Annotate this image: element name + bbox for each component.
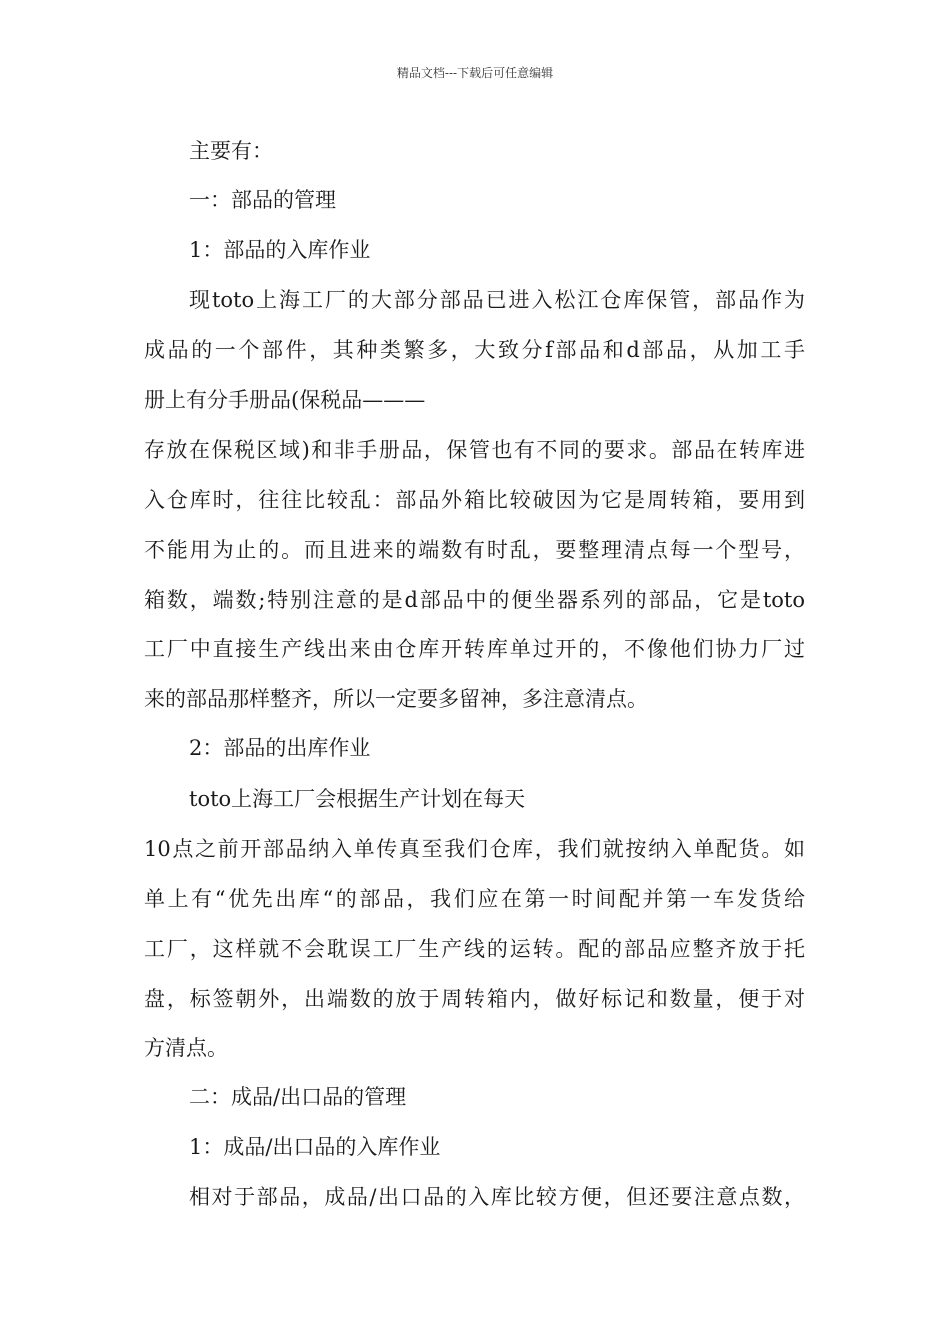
text-line: toto上海工厂会根据生产计划在每天	[189, 787, 526, 811]
text-line: 不能用为止的。而且进来的端数有时乱，要整理清点每一个型号，	[144, 538, 805, 562]
text-line: 存放在保税区域)和非手册品，保管也有不同的要求。部品在转库进	[144, 438, 805, 462]
section-heading: 二：成品/出口品的管理	[189, 1085, 407, 1109]
text-line: 方清点。	[144, 1036, 228, 1060]
text-line: 成品的一个部件，其种类繁多，大致分f部品和d部品，从加工手	[144, 338, 805, 362]
text-line: 主要有：	[189, 139, 273, 163]
text-line: 入仓库时，往往比较乱：部品外箱比较破因为它是周转箱，要用到	[144, 488, 805, 512]
text-line: 箱数，端数;特别注意的是d部品中的便坐器系列的部品，它是toto	[144, 588, 805, 612]
text-line: 相对于部品，成品/出口品的入库比较方便，但还要注意点数，	[189, 1185, 805, 1209]
section-heading: 一：部品的管理	[189, 188, 336, 212]
text-line: 工厂中直接生产线出来由仓库开转库单过开的，不像他们协力厂过	[144, 637, 805, 661]
text-line: 单上有“优先出库“的部品，我们应在第一时间配并第一车发货给	[144, 887, 805, 911]
page-header: 精品文档---下载后可任意编辑	[396, 66, 554, 80]
text-line: 来的部品那样整齐，所以一定要多留神，多注意清点。	[144, 687, 648, 711]
text-line: 现toto上海工厂的大部分部品已进入松江仓库保管，部品作为	[189, 288, 805, 312]
text-line: 工厂，这样就不会耽误工厂生产线的运转。配的部品应整齐放于托	[144, 937, 805, 961]
subsection-heading: 1：成品/出口品的入库作业	[189, 1135, 441, 1159]
subsection-heading: 1：部品的入库作业	[189, 238, 371, 262]
text-line: 10点之前开部品纳入单传真至我们仓库，我们就按纳入单配货。如	[144, 837, 805, 861]
subsection-heading: 2：部品的出库作业	[189, 736, 371, 760]
text-line: 册上有分手册品(保税品———	[144, 388, 426, 412]
text-line: 盘，标签朝外，出端数的放于周转箱内，做好标记和数量，便于对	[144, 987, 805, 1011]
